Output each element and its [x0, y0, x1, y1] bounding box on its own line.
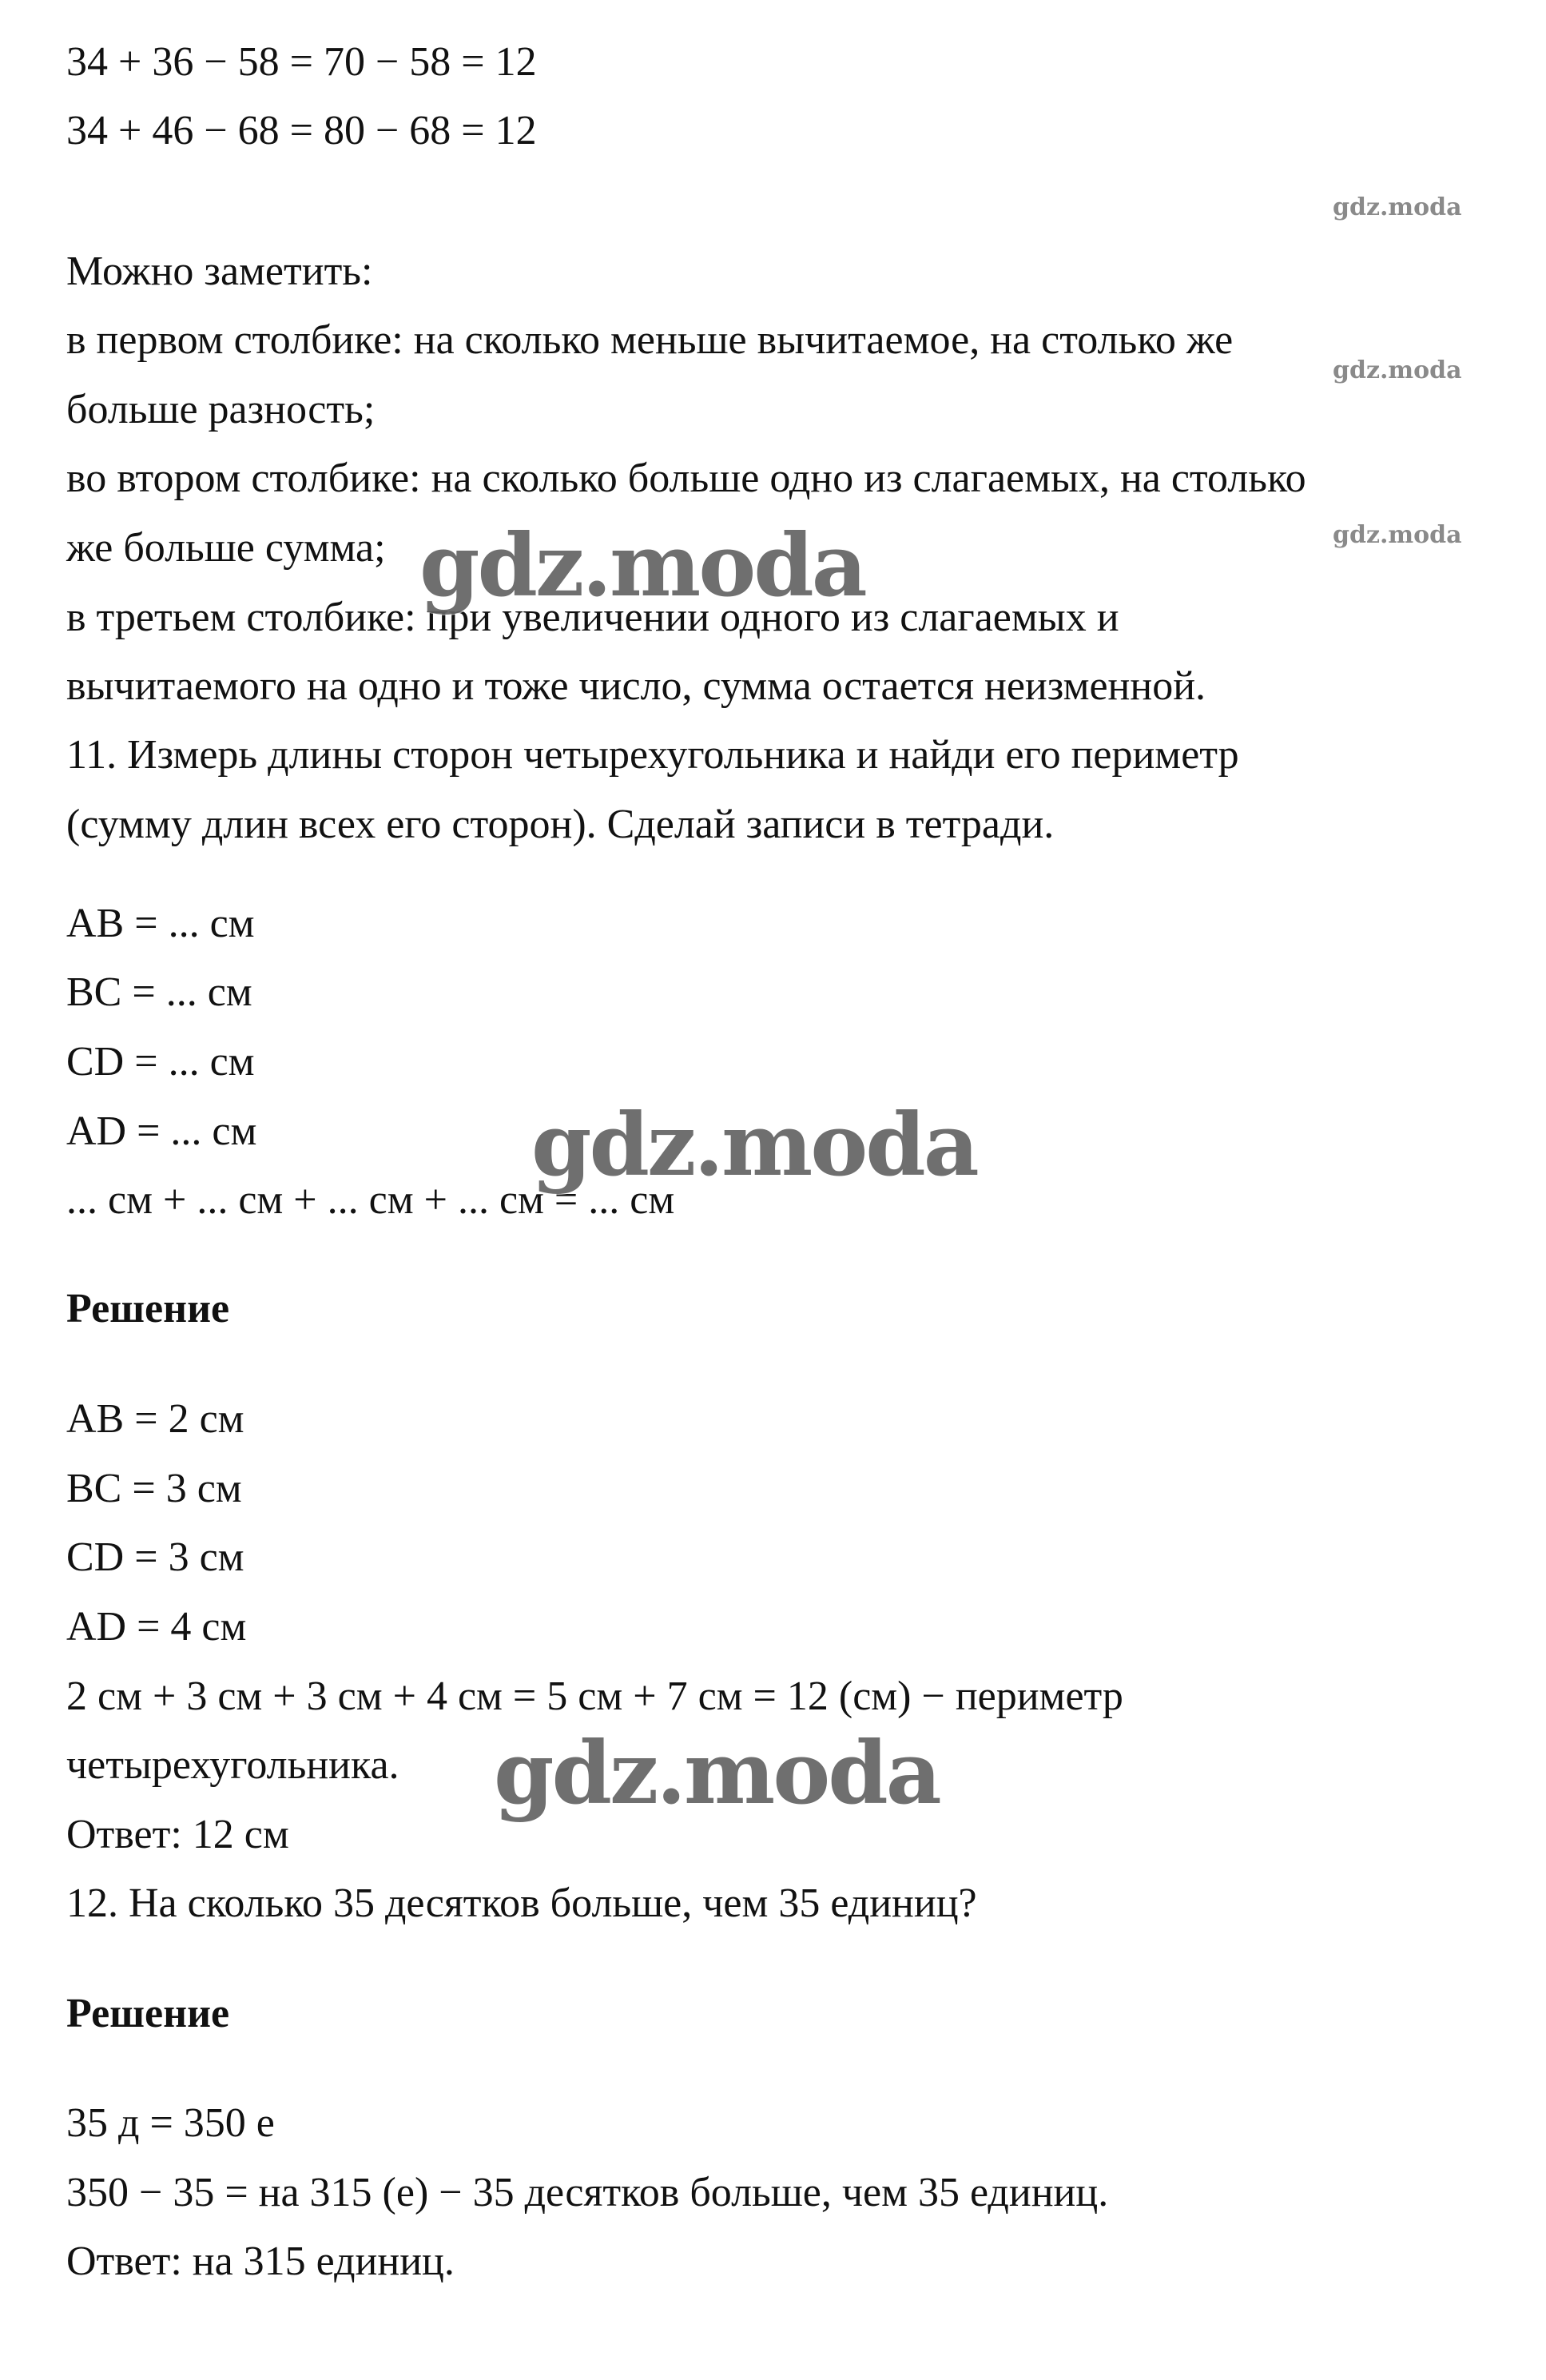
- answer-line-2: Ответ: на 315 единиц.: [66, 2239, 455, 2284]
- task-11-title: 11. Измерь длины сторон четырехугольника и найди его периметр: [66, 732, 1239, 778]
- solution-line-bc: BC = 3 см: [66, 1466, 242, 1511]
- solution-2-line-2: 350 − 35 = на 315 (е) − 35 десятков больше, чем 35 единиц.: [66, 2170, 1109, 2215]
- equation-line-2: 34 + 46 − 68 = 80 − 68 = 12: [66, 108, 537, 153]
- solution-line-perimeter: 2 см + 3 см + 3 см + 4 см = 5 см + 7 см = 12 (см) − периметр: [66, 1674, 1123, 1719]
- answer-line: Ответ: 12 см: [66, 1812, 289, 1857]
- task-12-title: 12. На сколько 35 десятков больше, чем 35 единиц?: [66, 1881, 977, 1926]
- watermark-small: gdz.moda: [1333, 521, 1462, 549]
- task-line-ab: AB = ... см: [66, 901, 255, 946]
- solution-line-ab: AB = 2 см: [66, 1396, 244, 1442]
- solution-line-cd: CD = 3 см: [66, 1534, 244, 1580]
- watermark-large: gdz.moda: [531, 1095, 977, 1196]
- solution-heading-2: Решение: [66, 1991, 230, 2036]
- text-line: Можно заметить:: [66, 249, 373, 294]
- text-line: в первом столбике: на сколько меньше вычитаемое, на столько же: [66, 317, 1234, 363]
- text-line: больше разность;: [66, 387, 376, 432]
- watermark-small: gdz.moda: [1333, 193, 1462, 221]
- solution-line-ad: AD = 4 см: [66, 1604, 247, 1650]
- task-line-sum: ... см + ... см + ... см + ... см = ... см: [66, 1177, 675, 1223]
- task-line-bc: BC = ... см: [66, 969, 252, 1015]
- text-line: в третьем столбике: при увеличении одного из слагаемых и: [66, 595, 1119, 640]
- solution-line-perimeter-cont: четырехугольника.: [66, 1742, 399, 1788]
- task-line-cd: CD = ... см: [66, 1039, 255, 1085]
- text-line: же больше сумма;: [66, 525, 386, 571]
- task-line-ad: AD = ... см: [66, 1108, 257, 1154]
- text-line: во втором столбике: на сколько больше одно из слагаемых, на столько: [66, 456, 1306, 501]
- task-11-title-cont: (сумму длин всех его сторон). Сделай записи в тетради.: [66, 802, 1055, 847]
- text-line: вычитаемого на одно и тоже число, сумма остается неизменной.: [66, 663, 1206, 709]
- solution-2-line-1: 35 д = 350 е: [66, 2100, 275, 2146]
- watermark-small: gdz.moda: [1333, 356, 1462, 384]
- solution-heading: Решение: [66, 1286, 230, 1331]
- watermark-large: gdz.moda: [494, 1723, 940, 1824]
- watermark-large: gdz.moda: [419, 515, 865, 616]
- equation-line-1: 34 + 36 − 58 = 70 − 58 = 12: [66, 39, 537, 85]
